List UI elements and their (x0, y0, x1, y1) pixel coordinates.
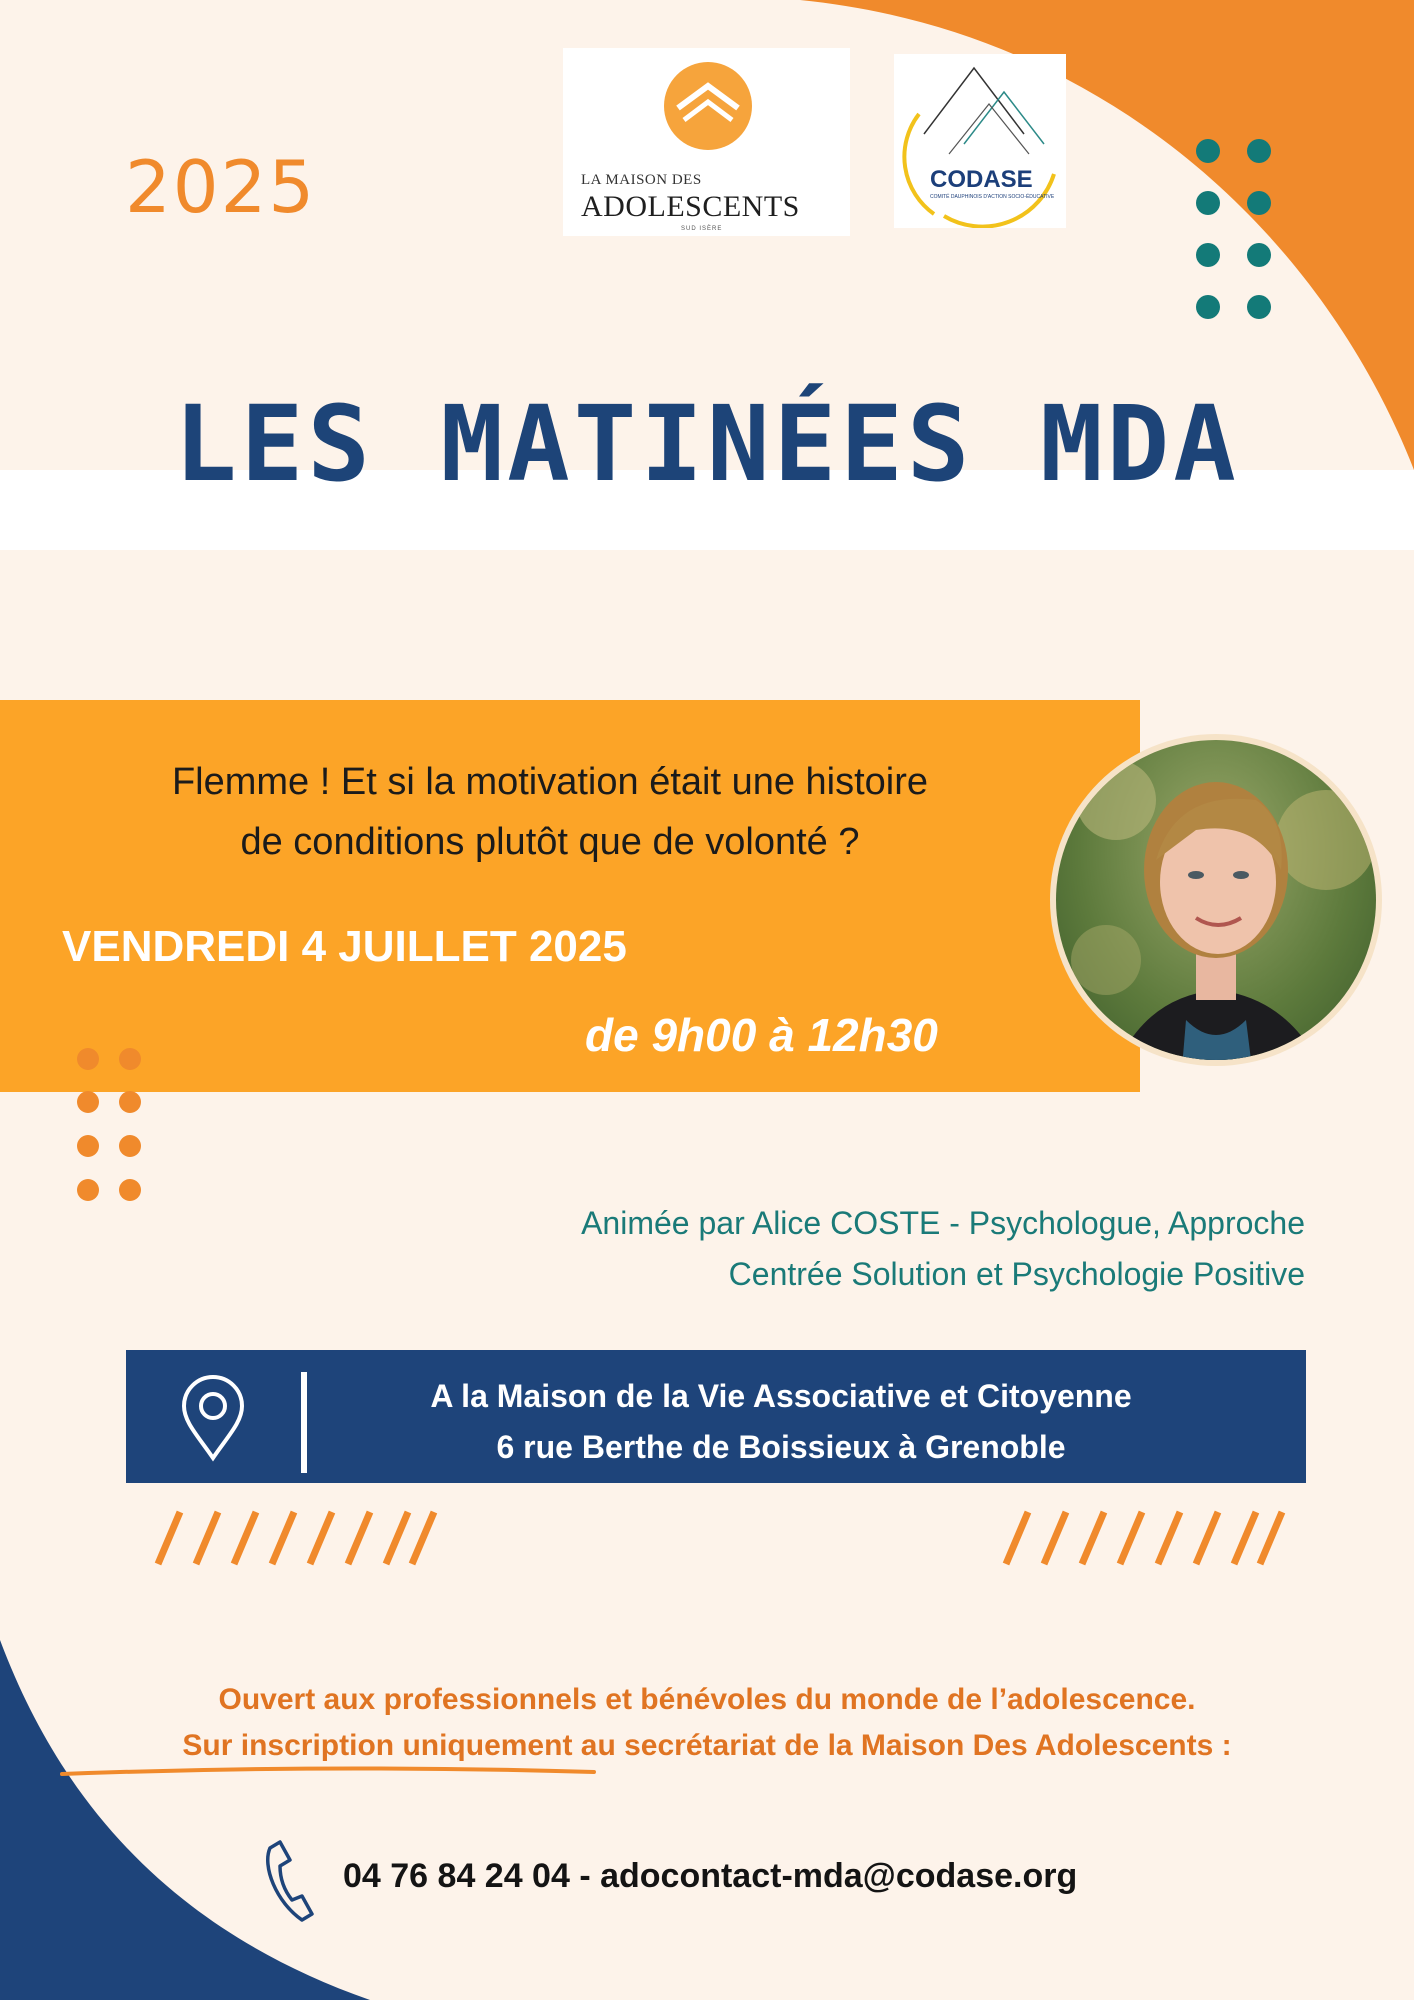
mda-logo-line3: SUD ISÈRE (681, 226, 723, 232)
speaker-info (360, 1198, 1305, 1300)
map-pin-icon (178, 1374, 248, 1464)
location-address (326, 1371, 1236, 1473)
codase-logo (894, 54, 1066, 228)
event-time: de 9h00 à 12h30 (585, 1009, 938, 1061)
teal-dots-decoration (1180, 130, 1280, 330)
contact-info[interactable]: 04 76 84 24 04 - adocontact-mda@codase.org (343, 1857, 1078, 1895)
mda-logo-line1: LA MAISON DES (581, 172, 702, 188)
event-question-line2: de conditions plutôt que de volonté ? (240, 821, 860, 863)
speaker-line1: Animée par Alice COSTE - Psychologue, Approche (581, 1205, 1305, 1241)
year-label: 2025 (125, 145, 317, 229)
speaker-portrait (1026, 660, 1406, 1140)
slashes-decoration-right (1000, 1508, 1290, 1568)
page-title: LES MATINÉES MDA (174, 383, 1240, 505)
event-question-line1: Flemme ! Et si la motivation était une histoire (171, 761, 929, 803)
mda-logo (563, 48, 850, 236)
slashes-decoration-left (152, 1508, 442, 1568)
highlight-underline (58, 1762, 598, 1782)
codase-logo-name: CODASE (930, 166, 1033, 193)
location-line1: A la Maison de la Vie Associative et Citoyenne (430, 1378, 1132, 1414)
codase-mountain-icon (894, 54, 1066, 228)
mda-logo-line2: ADOLESCENTS (581, 190, 800, 223)
registration-info (0, 1677, 1414, 1769)
location-box (126, 1350, 1306, 1483)
info-line2: Sur inscription uniquement au secrétariat de la Maison Des Adolescents : (182, 1729, 1232, 1762)
event-date: VENDREDI 4 JUILLET 2025 (62, 922, 627, 971)
mda-roof-icon (660, 58, 756, 154)
codase-logo-tagline: COMITÉ DAUPHINOIS D'ACTION SOCIO-ÉDUCATIVE (930, 194, 1055, 200)
orange-dots-decoration (72, 1045, 152, 1205)
location-divider (301, 1372, 307, 1473)
speaker-line2: Centrée Solution et Psychologie Positive (728, 1256, 1305, 1292)
location-line2: 6 rue Berthe de Boissieux à Grenoble (496, 1429, 1066, 1465)
info-line1: Ouvert aux professionnels et bénévoles du monde de l’adolescence. (218, 1683, 1196, 1716)
phone-icon (262, 1836, 326, 1926)
event-question (30, 752, 1070, 872)
